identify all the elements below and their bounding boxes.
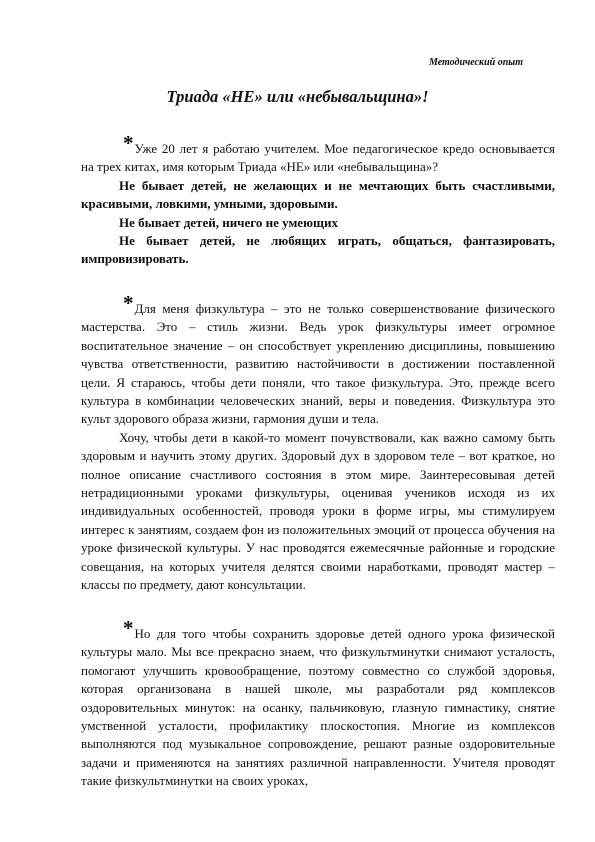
- header-tag: Методический опыт: [428, 57, 523, 68]
- asterisk-icon: *: [123, 616, 134, 640]
- paragraph-credo: [81, 131, 555, 177]
- paragraph-text: Для меня физкультура – это не только совершенствование физического мастерства. Это – стиль жизни. Ведь урок физкультуры имеет огромное воспитательное значение – он способствует укреплению дисциплины, повышению чувства ответственности, развитию настойчивости в достижении поставленной цели. Я стараюсь, чтобы дети поняли, что такое физкультура. Это, прежде всего культура в комбинации человеческих знаний, веры и поведения. Физкультура это культ здорового образа жизни, гармония души и тела.: [81, 301, 555, 427]
- paragraph-exercise-breaks: [81, 616, 555, 791]
- paragraph-healthy-spirit: Хочу, чтобы дети в какой-то момент почувствовали, как важно самому быть здоровым и научить этому других. Здоровый дух в здоровом теле – вот краткое, но полное описание счастливого состояния в этом мире. Заинтересовывая детей нетрадиционными уроками физкультуры, оценивая учеников исходя из их индивидуальных особенностей, проводя уроки в форме игры, мы стимулируем интерес к занятиям, создаем фон из положительных эмоций от процесса обучения на уроке физической культуры. У нас проводятся ежемесячные районные и городские совещания, на которых учителя делятся своими наработками, проводят мастер – классы по предмету, дают консультации.: [81, 429, 555, 593]
- page-title: Триада «НЕ» или «небывальщина»!: [166, 87, 429, 106]
- asterisk-icon: *: [123, 131, 134, 155]
- section-exercise-breaks: [81, 616, 555, 791]
- paragraph-principle-1: Не бывает детей, не желающих и не мечтающих быть счастливыми, красивыми, ловкими, умными, здоровыми.: [81, 177, 555, 212]
- paragraph-physical-culture: [81, 291, 555, 429]
- paragraph-principle-3: Не бывает детей, не любящих играть, общаться, фантазировать, импровизировать.: [81, 233, 555, 267]
- paragraph-text: Уже 20 лет я работаю учителем. Мое педагогическое кредо основывается на трех китах, имя которым Триада «НЕ» или «небывальщина»?: [81, 141, 555, 175]
- paragraph-principle-2: Не бывает детей, ничего не умеющих: [119, 214, 338, 230]
- paragraph-text: Но для того чтобы сохранить здоровье детей одного урока физической культуры мало. Мы все прекрасно знаем, что физкультминутки снимают усталость, помогают улучшить кровообращение, поэтому совместно со службой здоровья, которая организована в нашей школе, мы разработали ряд комплексов оздоровительных минуток: на осанку, пальчиковую, глазную гимнастику, снятие умственной усталости, профилактику плоскостопия. Многие из комплексов выполняются под музыкальное сопровождение, решают разные оздоровительные задачи и применяются на занятиях различной направленности. Учителя проводят такие физкультминутки на своих уроках,: [81, 626, 555, 789]
- section-physical-culture: [81, 291, 555, 595]
- section-credo: [81, 131, 555, 269]
- asterisk-icon: *: [123, 291, 134, 315]
